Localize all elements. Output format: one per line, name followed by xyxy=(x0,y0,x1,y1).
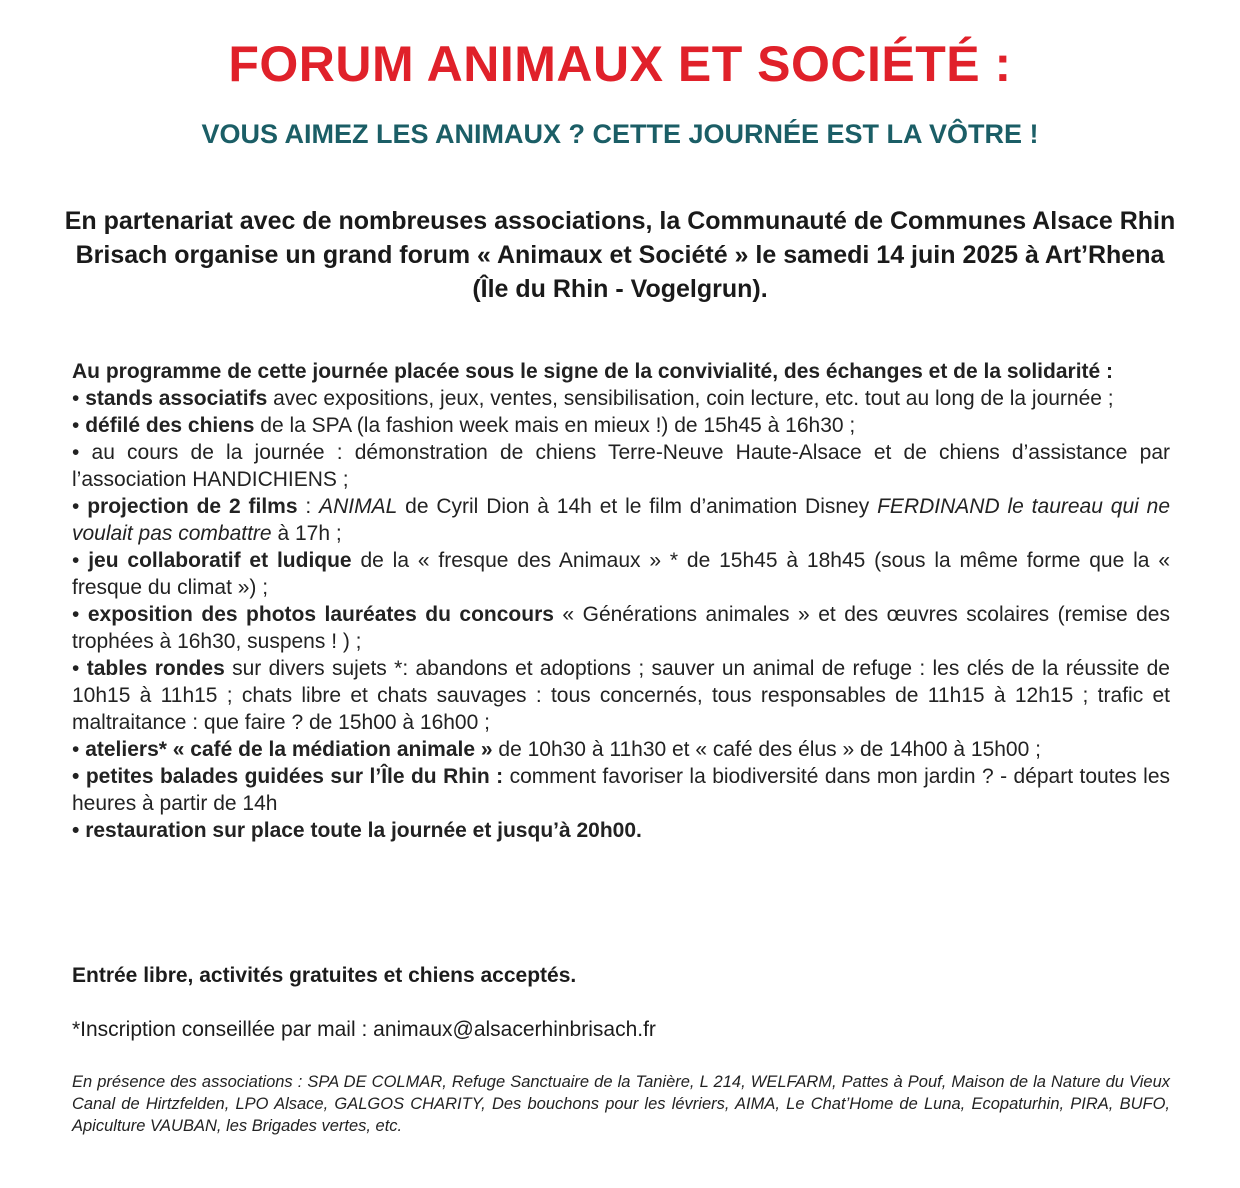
item-text: de la « fresque des Animaux » * de 15h45 à 18h45 (sous la même forme que la « fresque du climat ») ; xyxy=(72,549,1171,599)
item-text: « Générations animales » et des œuvres scolaires (remise des trophées à 16h30, suspens ! ) ; xyxy=(72,603,1170,653)
bullet: • xyxy=(72,441,80,464)
item-bold: ateliers* « café de la médiation animale » xyxy=(85,738,493,761)
program-section xyxy=(72,358,1170,844)
item-bold: défilé des chiens xyxy=(85,414,255,437)
item-bold: petites balades guidées sur l’Île du Rhin : xyxy=(85,765,504,788)
item-text: : xyxy=(297,495,320,518)
item-text: sur divers sujets *: abandons et adoptions ; sauver un animal de refuge : les clés de la réussite de 10h15 à 11h15 ; chats libre et chats sauvages : tous concernés, tous responsables de 11h15 à 12h15 ; trafic et maltraitance : que faire ? de 15h00 à 16h00 ; xyxy=(72,657,1170,734)
program-item-ateliers xyxy=(72,736,1170,763)
bullet: • xyxy=(72,765,80,788)
item-text: à 17h ; xyxy=(271,522,342,545)
item-text: de Cyril Dion à 14h et le film d’animation Disney xyxy=(397,495,878,518)
item-text: comment favoriser la biodiversité dans mon jardin ? - départ toutes les heures à partir de 14h xyxy=(72,765,1170,815)
program-lead: Au programme de cette journée placée sous le signe de la convivialité, des échanges et de la solidarité : xyxy=(72,360,1114,383)
bullet: • xyxy=(72,495,80,518)
program-item-defile xyxy=(72,412,1170,439)
item-text: au cours de la journée : démonstration de chiens Terre-Neuve Haute-Alsace et de chiens d’assistance par l’association HANDICHIENS ; xyxy=(72,441,1170,491)
bullet: • xyxy=(72,819,80,842)
item-text: de 10h30 à 11h30 et « café des élus » de 14h00 à 15h00 ; xyxy=(492,738,1041,761)
program-item-jeu xyxy=(72,547,1170,601)
item-bold: restauration sur place toute la journée et jusqu’à 20h00. xyxy=(85,819,642,842)
bullet: • xyxy=(72,657,80,680)
associations-list: En présence des associations : SPA DE COLMAR, Refuge Sanctuaire de la Tanière, L 214, WELFARM, Pattes à Pouf, Maison de la Nature du Vieux Canal de Hirtzfelden, LPO Alsace, GALGOS CHARITY, Des bouchons pour les lévriers, AIMA, Le Chat’Home de Luna, Ecopaturhin, PIRA, BUFO, Apiculture VAUBAN, les Brigades vertes, etc. xyxy=(72,1073,1170,1135)
bullet: • xyxy=(72,387,80,410)
intro-paragraph: En partenariat avec de nombreuses associations, la Communauté de Communes Alsace Rhin Brisach organise un grand forum « Animaux et Société » le samedi 14 juin 2025 à Art’Rhena (Île du Rhin - Vogelgrun). xyxy=(64,207,1176,303)
program-item-restauration xyxy=(72,817,1170,844)
program-item-demonstration xyxy=(72,439,1170,493)
item-bold: jeu collaboratif et ludique xyxy=(88,549,352,572)
page-title: FORUM ANIMAUX ET SOCIÉTÉ : xyxy=(228,36,1012,92)
film-title-animal: ANIMAL xyxy=(319,495,398,518)
inscription-note: *Inscription conseillée par mail : animaux@alsacerhinbrisach.fr xyxy=(72,1018,656,1041)
program-item-films xyxy=(72,493,1170,547)
film-title-ferdinand: FERDINAND le taureau qui ne voulait pas combattre xyxy=(72,495,1171,545)
item-text: de la SPA (la fashion week mais en mieux !) de 15h45 à 16h30 ; xyxy=(254,414,856,437)
program-item-stands xyxy=(72,385,1170,412)
bullet: • xyxy=(72,414,80,437)
program-item-tables-rondes xyxy=(72,655,1170,736)
item-bold: stands associatifs xyxy=(85,387,268,410)
bullet: • xyxy=(72,549,80,572)
item-bold: projection de 2 films xyxy=(87,495,298,518)
free-entry-note: Entrée libre, activités gratuites et chiens acceptés. xyxy=(72,964,577,987)
item-bold: exposition des photos lauréates du concours xyxy=(87,603,554,626)
bullet: • xyxy=(72,738,80,761)
item-bold: tables rondes xyxy=(86,657,225,680)
bullet: • xyxy=(72,603,80,626)
page-subtitle: VOUS AIMEZ LES ANIMAUX ? CETTE JOURNÉE EST LA VÔTRE ! xyxy=(201,119,1039,149)
item-text: avec expositions, jeux, ventes, sensibilisation, coin lecture, etc. tout au long de la journée ; xyxy=(267,387,1114,410)
program-item-balades xyxy=(72,763,1170,817)
program-item-exposition xyxy=(72,601,1170,655)
